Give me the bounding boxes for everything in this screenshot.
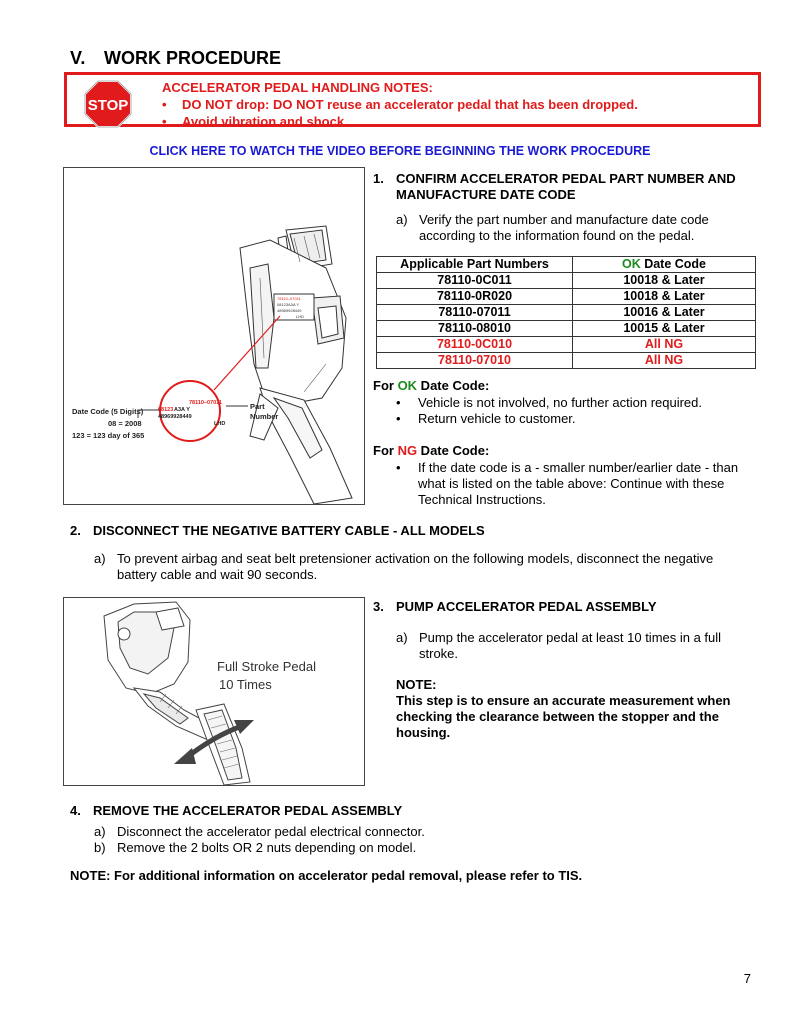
stop-notes-title: ACCELERATOR PEDAL HANDLING NOTES: [162, 80, 433, 95]
stop-sign-text: STOP [87, 97, 129, 114]
step-1-heading: 1. CONFIRM ACCELERATOR PEDAL PART NUMBER AND MANUFACTURE DATE CODE [373, 171, 736, 202]
table-header [377, 257, 756, 273]
page-number: 7 [743, 971, 751, 986]
callout-serial: 48969928449 [158, 414, 192, 420]
svg-text:08123A3A Y: 08123A3A Y [277, 302, 300, 307]
list-item: • If the date code is a - smaller number/earlier date - than what is listed on the table above: Continue with these Technical Instructions. [396, 460, 739, 507]
table-row: 78110-07011 10016 & Later [377, 305, 756, 321]
list-item: • Return vehicle to customer. [396, 411, 576, 426]
date-code-day: 123 = 123 day of 365 [72, 431, 145, 440]
figure2-caption-2: 10 Times [219, 677, 272, 692]
part-number-label-2: Number [250, 412, 279, 421]
parts-table [376, 256, 756, 369]
table-row: 78110-0C011 10018 & Later [377, 273, 756, 289]
step-2a: a) To prevent airbag and seat belt pretensioner activation on the following models, disconnect the negative battery cable and wait 90 seconds. [94, 551, 714, 582]
step-3-heading: 3. PUMP ACCELERATOR PEDAL ASSEMBLY [373, 599, 657, 614]
step-4-heading: 4. REMOVE THE ACCELERATOR PEDAL ASSEMBLY [70, 803, 403, 818]
table-row: 78110-0R020 10018 & Later [377, 289, 756, 305]
ng-section-heading: For NG Date Code: [373, 443, 490, 458]
table-row: 78110-08010 10015 & Later [377, 321, 756, 337]
pump-pedal-figure [63, 597, 365, 786]
section-number: V. [70, 48, 86, 68]
final-note: NOTE: For additional information on accelerator pedal removal, please refer to TIS. [70, 868, 583, 883]
callout-part-number: 78110–07011 [188, 400, 222, 406]
step-1a: a) Verify the part number and manufacture date code according to the information found on the pedal. [396, 212, 709, 243]
svg-text:LHD: LHD [296, 314, 305, 319]
date-code-label: Date Code (5 Digits) [72, 407, 144, 416]
ok-section-heading: For OK Date Code: [373, 378, 490, 393]
header-date-code: OK Date Code [573, 257, 756, 273]
list-item: • Vehicle is not involved, no further action required. [396, 395, 703, 410]
pump-pedal-illustration [64, 598, 364, 785]
stop-notes [162, 79, 638, 130]
svg-text:78110–07011: 78110–07011 [277, 296, 301, 301]
table-row: 78110-0C010 All NG [377, 337, 756, 353]
step-3-note: NOTE: This step is to ensure an accurate measurement when checking the clearance between the stopper and the housing. [396, 677, 731, 740]
callout-lot-code: A3A Y [174, 407, 190, 413]
date-code-year: 08 = 2008 [108, 419, 142, 428]
stop-note-item: • DO NOT drop: DO NOT reuse an accelerator pedal that has been dropped. [162, 97, 638, 112]
stop-note-item: • Avoid vibration and shock. [162, 114, 348, 129]
section-title-text: WORK PROCEDURE [104, 48, 282, 68]
part-number-label-1: Part [250, 402, 265, 411]
pedal-label-figure [63, 167, 365, 505]
video-link[interactable]: CLICK HERE TO WATCH THE VIDEO BEFORE BEGINNING THE WORK PROCEDURE [149, 144, 651, 158]
callout-date-code: 08123 [158, 407, 174, 413]
step-2-heading: 2. DISCONNECT THE NEGATIVE BATTERY CABLE - ALL MODELS [70, 523, 485, 538]
ng-section-list [393, 460, 783, 508]
svg-text:48969928449: 48969928449 [277, 308, 302, 313]
step-4b: b) Remove the 2 bolts OR 2 nuts depending on model. [94, 840, 417, 855]
callout-lhd: LHD [214, 421, 226, 427]
step-3a: a) Pump the accelerator pedal at least 10 times in a full stroke. [396, 630, 722, 661]
table-row: 78110-07010 All NG [377, 353, 756, 369]
ok-section-list [393, 395, 783, 427]
stop-sign-icon [84, 80, 132, 128]
section-title [70, 48, 281, 69]
pedal-label-illustration [64, 168, 364, 504]
figure2-caption-1: Full Stroke Pedal [217, 659, 316, 674]
step-4a: a) Disconnect the accelerator pedal electrical connector. [94, 824, 425, 839]
header-part-numbers: Applicable Part Numbers [377, 257, 573, 273]
